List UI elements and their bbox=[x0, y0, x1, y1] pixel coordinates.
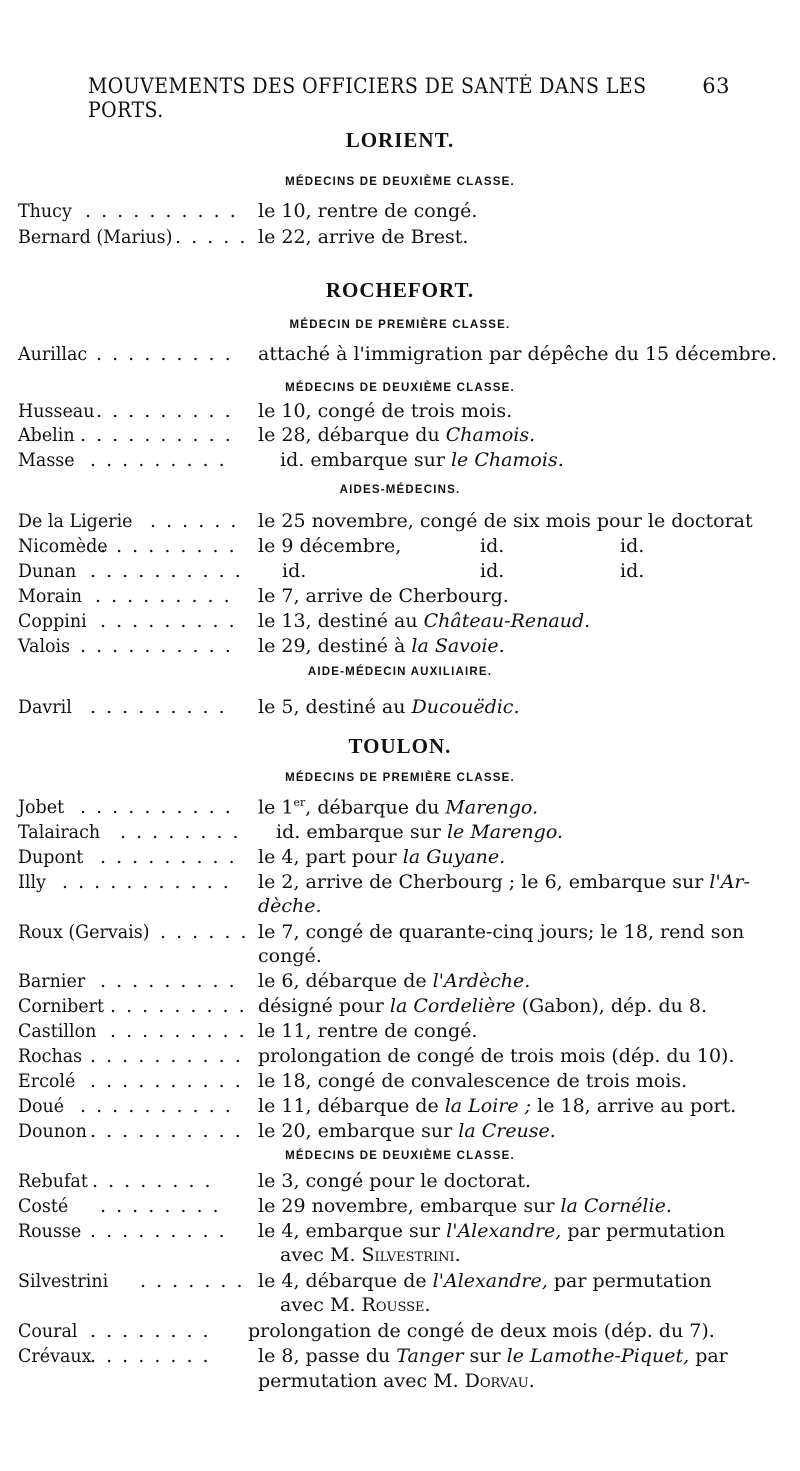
leader-dots: . . . . . . . . . bbox=[110, 995, 247, 1017]
movement: attaché à l'immigration par dépêche du 15 décembre. bbox=[258, 343, 778, 365]
entry-row bbox=[0, 449, 800, 475]
entry-row bbox=[0, 343, 800, 369]
movement: prolongation de congé de deux mois (dép. du 7). bbox=[248, 1320, 715, 1342]
movement: le 18, congé de convalescence de trois mois. bbox=[258, 1070, 688, 1092]
header-title: MOUVEMENTS DES OFFICIERS DE SANTÉ DANS LES PORTS. bbox=[88, 74, 647, 122]
leader-dots: . . . . . . bbox=[160, 921, 249, 943]
class-heading: MÉDECINS DE DEUXIÈME CLASSE. bbox=[285, 1150, 515, 1162]
leader-dots: . . . . . . . . . . bbox=[80, 796, 233, 818]
leader-dots: . . . . . . . . bbox=[120, 821, 241, 843]
movement: le 22, arrive de Brest. bbox=[258, 226, 469, 248]
officer-name: Silvestrini bbox=[18, 1270, 109, 1292]
port-title-lorient: LORIENT. bbox=[345, 128, 455, 152]
movement-continuation: avec M. Silvestrini. bbox=[280, 1244, 461, 1266]
entry-row bbox=[0, 871, 800, 897]
movement-continuation: avec M. Rousse. bbox=[280, 1294, 431, 1316]
officer-name: Aurillac bbox=[18, 343, 88, 365]
leader-dots: . . . . . . . . . bbox=[95, 585, 232, 607]
class-heading: MÉDECINS DE DEUXIÈME CLASSE. bbox=[285, 176, 515, 188]
officer-name: Crévaux bbox=[18, 1345, 92, 1367]
leader-dots: . . . . . . . . . . bbox=[90, 1045, 243, 1067]
officer-name: Rebufat bbox=[18, 1170, 88, 1192]
entry-row bbox=[0, 424, 800, 450]
movement: le 6, débarque de l'Ardèche. bbox=[258, 970, 531, 992]
leader-dots: . . . . . . . . . . bbox=[85, 200, 238, 222]
entry-row bbox=[0, 635, 800, 661]
leader-dots: . . . . . . . . . bbox=[100, 610, 237, 632]
movement: le 28, débarque du Chamois. bbox=[258, 424, 536, 446]
movement: le 7, congé de quarante-cinq jours; le 18, rend son bbox=[258, 921, 745, 943]
officer-name: Coppini bbox=[18, 610, 87, 632]
class-heading: MÉDECINS DE PREMIÈRE CLASSE. bbox=[285, 772, 515, 784]
leader-dots: . . . . . . . . . . bbox=[90, 1070, 243, 1092]
entry-row bbox=[0, 1070, 800, 1096]
entry-row bbox=[0, 1320, 800, 1346]
leader-dots: . . . . . . . . . . bbox=[80, 635, 233, 657]
leader-dots: . . . . . . . bbox=[140, 1270, 245, 1292]
movement: prolongation de congé de trois mois (dép. du 10). bbox=[258, 1045, 735, 1067]
entry-row bbox=[0, 995, 800, 1021]
entry-row bbox=[0, 1020, 800, 1046]
port-title-rochefort: ROCHEFORT. bbox=[325, 278, 475, 302]
officer-name: Ercolé bbox=[18, 1070, 76, 1092]
officer-name: Morain bbox=[18, 585, 83, 607]
officer-name: Husseau bbox=[18, 400, 95, 422]
movement: le 1er, débarque du Marengo. bbox=[258, 796, 539, 819]
leader-dots: . . . . . . . . . . bbox=[90, 1120, 243, 1142]
leader-dots: . . . . . . . . . bbox=[100, 535, 237, 557]
entry-row bbox=[0, 1095, 800, 1121]
class-heading: AIDES-MÉDECINS. bbox=[339, 484, 461, 496]
leader-dots: . . . . . . . . . . bbox=[80, 424, 233, 446]
leader-dots: . . . . . . . . bbox=[90, 1320, 211, 1342]
entry-row bbox=[0, 696, 800, 722]
entry-row: Dunan . . . . . . . . . . id. id. id. bbox=[18, 560, 645, 582]
movement: le 4, embarque sur l'Alexandre, par permutation bbox=[258, 1220, 726, 1242]
movement: id. embarque sur le Chamois. bbox=[280, 449, 564, 471]
entry-row bbox=[0, 1045, 800, 1071]
page-number: 63 bbox=[702, 74, 730, 98]
movement: le 20, embarque sur la Creuse. bbox=[258, 1120, 556, 1142]
officer-name: Roux (Gervais) bbox=[18, 921, 150, 943]
entry-row bbox=[0, 585, 800, 611]
movement: le 29 novembre, embarque sur la Cornélie. bbox=[258, 1195, 672, 1217]
officer-name: Valois bbox=[18, 635, 71, 657]
movement: le 4, part pour la Guyane. bbox=[258, 846, 506, 868]
entry-row bbox=[0, 970, 800, 996]
entry-row bbox=[0, 821, 800, 847]
movement: le 11, rentre de congé. bbox=[258, 1020, 478, 1042]
officer-name: De la Ligerie bbox=[18, 510, 133, 532]
movement: le 7, arrive de Cherbourg. bbox=[258, 585, 509, 607]
officer-name: Bernard (Marius) bbox=[18, 226, 173, 248]
movement: le 10, rentre de congé. bbox=[258, 200, 478, 222]
movement: le 25 novembre, congé de six mois pour le doctorat bbox=[258, 510, 753, 532]
officer-name: Masse bbox=[18, 449, 75, 471]
class-heading: AIDE-MÉDECIN AUXILIAIRE. bbox=[307, 666, 493, 678]
leader-dots: . . . . . . . . . . bbox=[90, 560, 243, 582]
leader-dots: . . . . . bbox=[175, 226, 248, 248]
entry-row bbox=[0, 1270, 800, 1296]
movement: le 3, congé pour le doctorat. bbox=[258, 1170, 532, 1192]
movement: id. bbox=[282, 560, 307, 582]
leader-dots: . . . . . . . . bbox=[100, 1195, 221, 1217]
officer-name: Thucy bbox=[18, 200, 72, 222]
entry-row bbox=[0, 226, 800, 252]
entry-row bbox=[0, 846, 800, 872]
movement: le 9 décembre, bbox=[258, 535, 402, 557]
leader-dots: . . . . . . . . . . bbox=[80, 1095, 233, 1117]
officer-name: Costé bbox=[18, 1195, 69, 1217]
entry-row bbox=[0, 1120, 800, 1146]
officer-name: Dunan bbox=[18, 560, 77, 582]
leader-dots: . . . . . . . . . bbox=[100, 846, 237, 868]
leader-dots: . . . . . . . . . bbox=[90, 449, 227, 471]
officer-name: Dupont bbox=[18, 846, 84, 868]
officer-name: Abelin bbox=[18, 424, 75, 446]
officer-name: Castillon bbox=[18, 1020, 97, 1042]
leader-dots: . . . . . . . . . bbox=[96, 343, 233, 365]
officer-name: Rochas bbox=[18, 1045, 83, 1067]
movement-continuation: dèche. bbox=[258, 895, 322, 917]
movement: le 8, passe du Tanger sur le Lamothe-Piquet, par bbox=[258, 1345, 728, 1367]
movement: le 2, arrive de Cherbourg ; le 6, embarque sur l'Ar- bbox=[258, 871, 750, 893]
officer-name: Doué bbox=[18, 1095, 65, 1117]
port-title-toulon: TOULON. bbox=[348, 734, 452, 758]
movement: id. embarque sur le Marengo. bbox=[276, 821, 563, 843]
class-heading: MÉDECIN DE PREMIÈRE CLASSE. bbox=[289, 319, 511, 331]
entry-row bbox=[0, 200, 800, 226]
officer-name: Jobet bbox=[18, 796, 65, 818]
entry-row bbox=[0, 400, 800, 426]
officer-name: Talairach bbox=[18, 821, 101, 843]
entry-row: Nicomède . . . . . . . . . le 9 décembre, id. id. bbox=[18, 535, 645, 557]
entry-row bbox=[0, 1195, 800, 1221]
leader-dots: . . . . . . . . bbox=[92, 1170, 213, 1192]
movement: le 11, débarque de la Loire ; le 18, arrive au port. bbox=[258, 1095, 737, 1117]
class-heading: MÉDECINS DE DEUXIÈME CLASSE. bbox=[285, 382, 515, 394]
movement-continuation: congé. bbox=[258, 945, 322, 967]
entry-row bbox=[0, 510, 800, 536]
officer-name: Barnier bbox=[18, 970, 86, 992]
officer-name: Illy bbox=[18, 871, 46, 893]
movement: le 29, destiné à la Savoie. bbox=[258, 635, 505, 657]
leader-dots: . . . . . . . . . bbox=[110, 1020, 247, 1042]
running-header bbox=[88, 74, 730, 122]
entry-row bbox=[0, 1170, 800, 1196]
movement-continuation: permutation avec M. Dorvau. bbox=[258, 1370, 535, 1392]
officer-name: Rousse bbox=[18, 1220, 82, 1242]
entry-row bbox=[0, 796, 800, 822]
officer-name: Davril bbox=[18, 696, 72, 718]
entry-row bbox=[0, 1345, 800, 1371]
leader-dots: . . . . . . . . . bbox=[96, 400, 233, 422]
entry-row bbox=[0, 1220, 800, 1246]
leader-dots: . . . . . . . . . bbox=[100, 970, 237, 992]
movement: le 10, congé de trois mois. bbox=[258, 400, 513, 422]
leader-dots: . . . . . . . . . bbox=[90, 696, 227, 718]
movement: le 13, destiné au Château-Renaud. bbox=[258, 610, 591, 632]
entry-row bbox=[0, 921, 800, 947]
entry-row bbox=[0, 610, 800, 636]
leader-dots: . . . . . . . . bbox=[90, 1345, 211, 1367]
officer-name: Nicomède bbox=[18, 535, 108, 557]
leader-dots: . . . . . . bbox=[150, 510, 239, 532]
officer-name: Coural bbox=[18, 1320, 78, 1342]
leader-dots: . . . . . . . . . bbox=[90, 1220, 227, 1242]
movement: le 5, destiné au Ducouëdic. bbox=[258, 696, 520, 718]
movement: désigné pour la Cordelière (Gabon), dép. du 8. bbox=[258, 995, 708, 1017]
movement: le 4, débarque de l'Alexandre, par permutation bbox=[258, 1270, 712, 1292]
leader-dots: . . . . . . . . . . . bbox=[62, 871, 231, 893]
officer-name: Dounon bbox=[18, 1120, 87, 1142]
officer-name: Cornibert bbox=[18, 995, 105, 1017]
